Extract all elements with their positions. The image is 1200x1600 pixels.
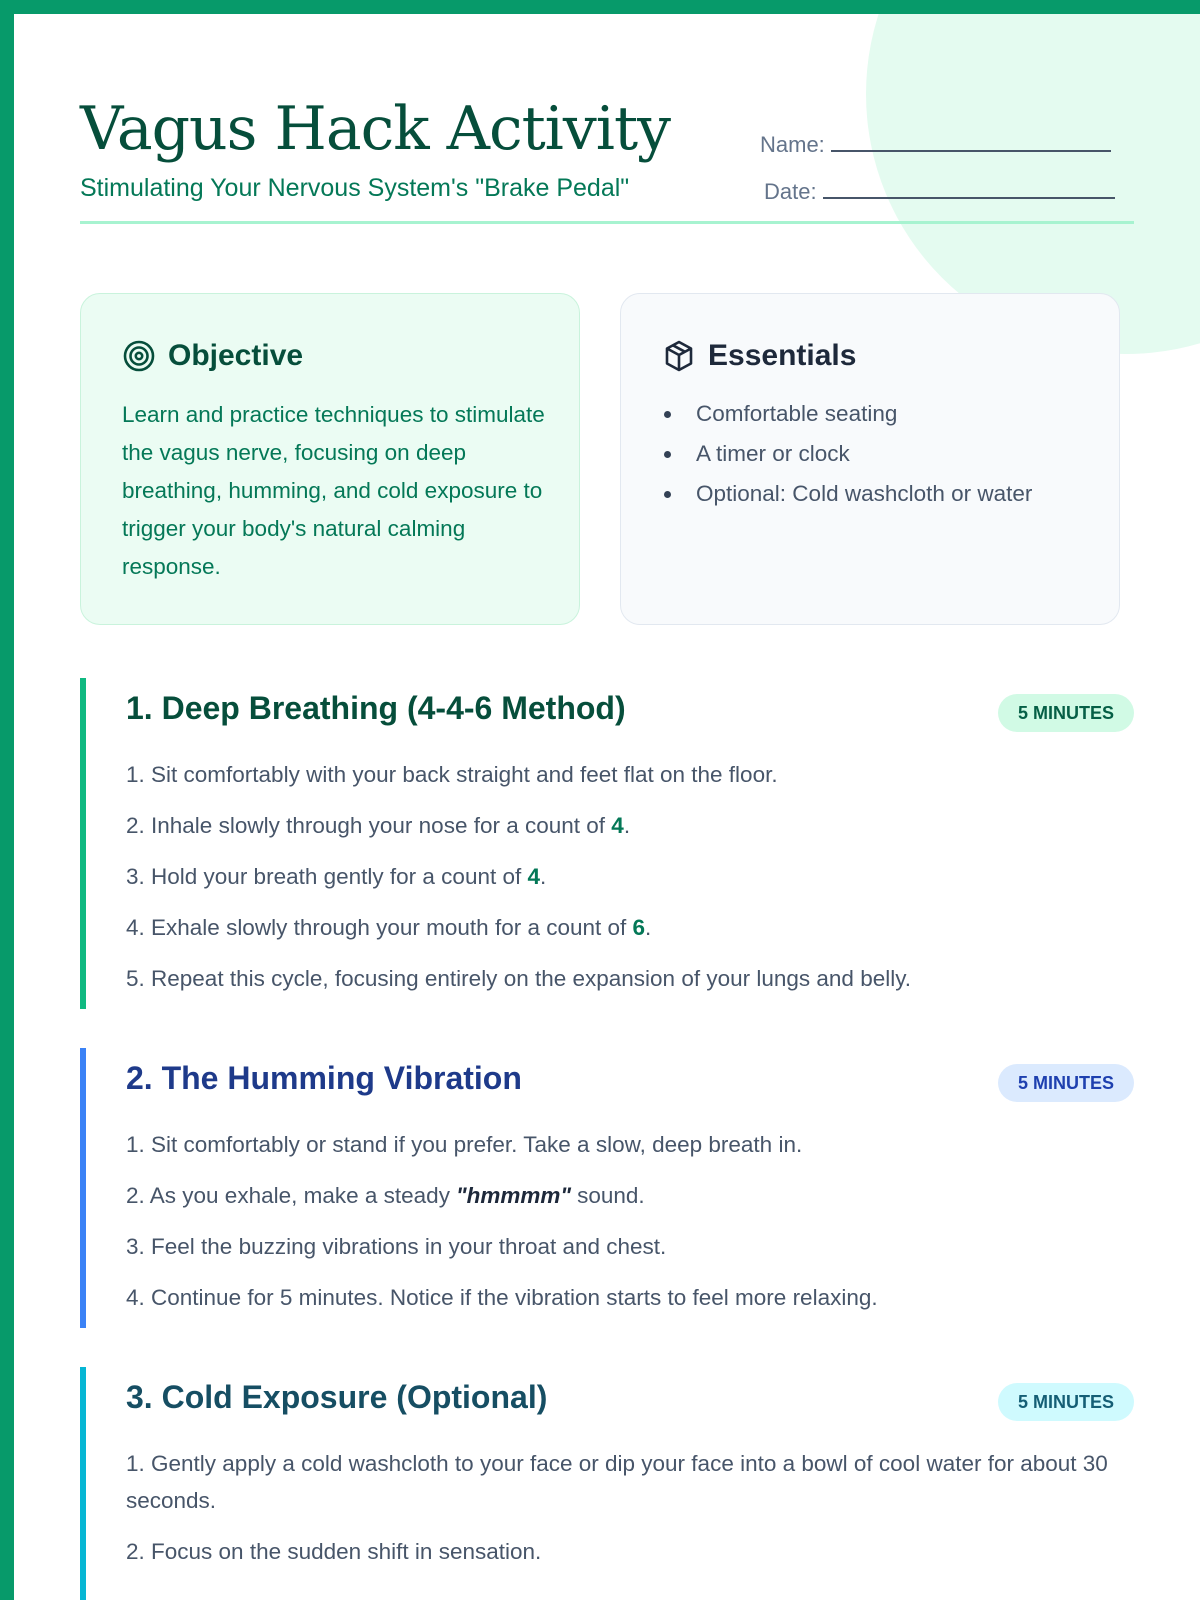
objective-title: Objective — [168, 339, 304, 372]
date-label: Date: — [764, 179, 817, 204]
section-humming-vibration — [80, 1048, 1134, 1328]
essentials-header — [662, 336, 1079, 376]
section-accent-bar — [80, 1048, 86, 1328]
step-text-end: . — [540, 864, 547, 889]
section-header — [126, 678, 1134, 738]
section-title: 2. The Humming Vibration — [126, 1060, 522, 1096]
step-item — [126, 909, 1134, 946]
worksheet-page — [14, 14, 1200, 1600]
objective-card — [80, 293, 580, 625]
objective-text: Learn and practice techniques to stimulate the vagus nerve, focusing on deep breathing, humming, and cold exposure to trigger your body's natural calming response. — [122, 402, 545, 579]
step-item: 1. Sit comfortably with your back straight and feet flat on the floor. — [126, 762, 778, 787]
step-item: 3. Feel the buzzing vibrations in your throat and chest. — [126, 1234, 667, 1259]
essentials-card — [620, 293, 1120, 625]
list-item: A timer or clock — [662, 434, 1079, 474]
date-blank-line[interactable] — [823, 179, 1115, 199]
duration-badge: 5 MINUTES — [998, 694, 1134, 732]
box-icon — [662, 339, 696, 373]
step-text: 2. Inhale slowly through your nose for a count of — [126, 813, 612, 838]
page-title: Vagus Hack Activity — [80, 94, 670, 164]
step-text-end: . — [623, 813, 631, 838]
page-subtitle: Stimulating Your Nervous System's "Brake Pedal" — [80, 174, 630, 202]
section-header — [126, 1048, 1134, 1108]
count-highlight: 6 — [632, 915, 646, 940]
date-field[interactable] — [764, 179, 1115, 205]
step-item: 4. Continue for 5 minutes. Notice if the vibration starts to feel more relaxing. — [126, 1285, 878, 1310]
section-cold-exposure — [80, 1367, 1134, 1600]
header-divider — [80, 221, 1134, 224]
list-item: Comfortable seating — [662, 394, 1079, 434]
target-icon — [122, 339, 156, 373]
steps-list — [126, 1126, 1134, 1330]
step-item: 1. Sit comfortably or stand if you prefer. Take a slow, deep breath in. — [126, 1132, 803, 1157]
step-item: 2. Focus on the sudden shift in sensation. — [126, 1539, 542, 1564]
name-label: Name: — [760, 132, 825, 157]
steps-list — [126, 1445, 1134, 1584]
section-deep-breathing — [80, 678, 1134, 1009]
step-text: 3. Hold your breath gently for a count of — [126, 864, 528, 889]
count-highlight: 4 — [611, 813, 624, 838]
step-text: 2. As you exhale, make a steady — [126, 1183, 450, 1208]
section-title: 1. Deep Breathing (4-4-6 Method) — [126, 690, 626, 726]
step-item — [126, 858, 1134, 895]
step-text: 4. Exhale slowly through your mouth for a count of — [126, 915, 633, 940]
section-accent-bar — [80, 1367, 86, 1600]
step-item: 5. Repeat this cycle, focusing entirely on the expansion of your lungs and belly. — [126, 966, 912, 991]
step-text-end: sound. — [577, 1183, 645, 1208]
essentials-list — [662, 394, 1079, 514]
name-field[interactable] — [760, 132, 1111, 158]
hum-sound-emphasis: "hmmmm" — [455, 1183, 572, 1208]
step-item — [126, 807, 1134, 844]
count-highlight: 4 — [527, 864, 540, 889]
step-item: 1. Gently apply a cold washcloth to your face or dip your face into a bowl of cool water for about 30 seconds. — [126, 1451, 1108, 1513]
objective-header — [122, 336, 539, 376]
steps-list — [126, 756, 1134, 1011]
list-item: Optional: Cold washcloth or water — [662, 474, 1079, 514]
step-item — [126, 1177, 1134, 1214]
duration-badge: 5 MINUTES — [998, 1064, 1134, 1102]
name-blank-line[interactable] — [831, 132, 1111, 152]
step-text-end: . — [645, 915, 652, 940]
section-accent-bar — [80, 678, 86, 1009]
section-title: 3. Cold Exposure (Optional) — [126, 1379, 548, 1415]
essentials-title: Essentials — [708, 339, 857, 372]
section-header — [126, 1367, 1134, 1427]
duration-badge: 5 MINUTES — [998, 1383, 1134, 1421]
